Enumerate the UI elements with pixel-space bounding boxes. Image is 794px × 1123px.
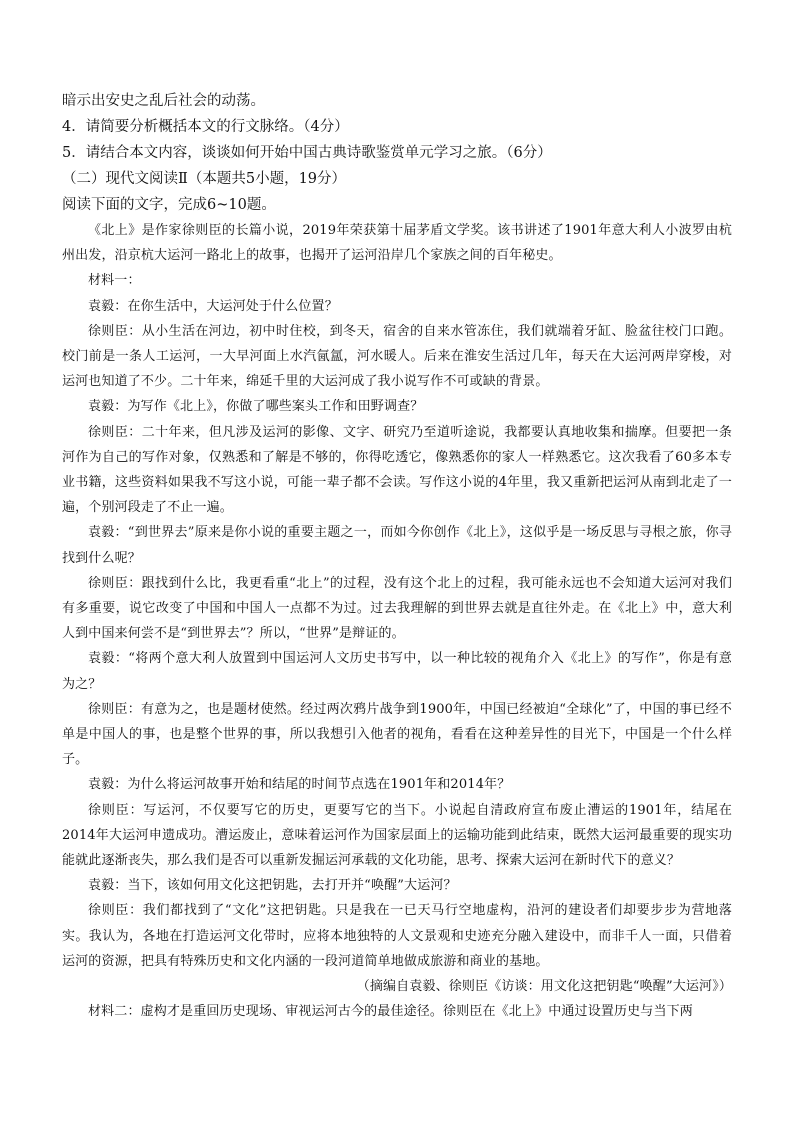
paragraph: 徐则臣：从小生活在河边，初中时住校，到冬天，宿舍的自来水管冻住，我们就端着牙缸、脸盆往校门口跑。校门前是一条人工运河，一大早河面上水汽氤氲，河水暖人。后来在淮安生活过几年，每天在大运河两岸穿梭，对运河也知道了不少。二十年来，绵延千里的大运河成了我小说写作不可或缺的背景。 [62,323,732,390]
paragraph: 徐则臣：跟找到什么比，我更看重“北上”的过程，没有这个北上的过程，我可能永远也不会知道大运河对我们有多重要，说它改变了中国和中国人一点都不为过。过去我理解的到世界去就是直往外走。在《北上》中，意大利人到中国来何尝不是“到世界去”？所以，“世界”是辩证的。 [62,575,732,642]
paragraph: 徐则臣：二十年来，但凡涉及运河的影像、文字、研究乃至道听途说，我都要认真地收集和揣摩。但要把一条河作为自己的写作对象，仅熟悉和了解是不够的，你得吃透它，像熟悉你的家人一样熟悉它。这次我看了60多本专业书籍，这些资料如果我不写这小说，可能一辈子都不会读。写作这小说的4年里，我又重新把运河从南到北走了一遍，个别河段走了不止一遍。 [62,424,732,516]
paragraph: 袁毅：当下，该如何用文化这把钥匙，去打开并“唤醒”大运河？ [88,878,457,894]
paragraph: 袁毅：在你生活中，大运河处于什么位置？ [88,298,338,314]
prev-passage-line: 暗示出安史之乱后社会的动荡。 [62,93,265,109]
paragraph: 徐则臣：写运河，不仅要写它的历史，更要写它的当下。小说起自清政府宣布废止漕运的1901年，结尾在2014年大运河申遗成功。漕运废止，意味着运河作为国家层面上的运输功能到此结束，既然大运河最重要的现实功能就此逐渐丧失，那么我们是否可以重新发掘运河承载的文化功能，思考、探索大运河在新时代下的意义？ [62,802,732,869]
paragraph: 材料二：虚构才是重回历史现场、审视运河古今的最佳途径。徐则臣在《北上》中通过设置历史与当下两 [88,1004,693,1020]
paragraph: 徐则臣：有意为之，也是题材使然。经过两次鸦片战争到1900年，中国已经被迫“全球化”了，中国的事已经不单是中国人的事，也是整个世界的事，所以我想引入他者的视角，看看在这种差异性的目光下，中国是一个什么样子。 [62,701,732,768]
paragraph: 袁毅：“将两个意大利人放置到中国运河人文历史书写中，以一种比较的视角介入《北上》的写作”，你是有意为之？ [62,651,732,692]
question-5: 5．请结合本文内容，谈谈如何开始中国古典诗歌鉴赏单元学习之旅。（6分） [62,145,552,161]
paragraph: 徐则臣：我们都找到了“文化”这把钥匙。只是我在一已天马行空地虚构，沿河的建设者们却要步步为营地落实。我认为，各地在打造运河文化带时，应将本地独特的人文景观和史迹充分融入建设中，而非千人一面，只借着运河的资源，把具有特殊历史和文化内涵的一段河道简单地做成旅游和商业的基地。 [62,903,732,969]
document-page [62,88,732,1025]
paragraph: 袁毅：为写作《北上》，你做了哪些案头工作和田野调查？ [88,399,424,415]
reading-instruction: 阅读下面的文字，完成6~10题。 [62,197,276,213]
passage [62,218,732,1025]
question-4: 4．请简要分析概括本文的行文脉络。（4分） [62,119,349,135]
paragraph: 袁毅：“到世界去”原来是你小说的重要主题之一，而如今你创作《北上》，这似乎是一场反思与寻根之旅，你寻找到什么呢？ [62,525,732,566]
source-citation: （摘编自袁毅、徐则臣《访谈：用文化这把钥匙“唤醒”大运河》） [356,979,732,995]
material-label: 材料一： [88,273,141,289]
paragraph: 《北上》是作家徐则臣的长篇小说，2019年荣获第十届茅盾文学奖。该书讲述了1901年意大利人小波罗由杭州出发，沿京杭大运河一路北上的故事，也揭开了运河沿岸几个家族之间的百年秘史。 [62,223,732,264]
section-heading: （二）现代文阅读Ⅱ（本题共5小题，19分） [62,171,347,187]
paragraph: 袁毅：为什么将运河故事开始和结尾的时间节点选在1901年和2014年？ [88,777,511,793]
